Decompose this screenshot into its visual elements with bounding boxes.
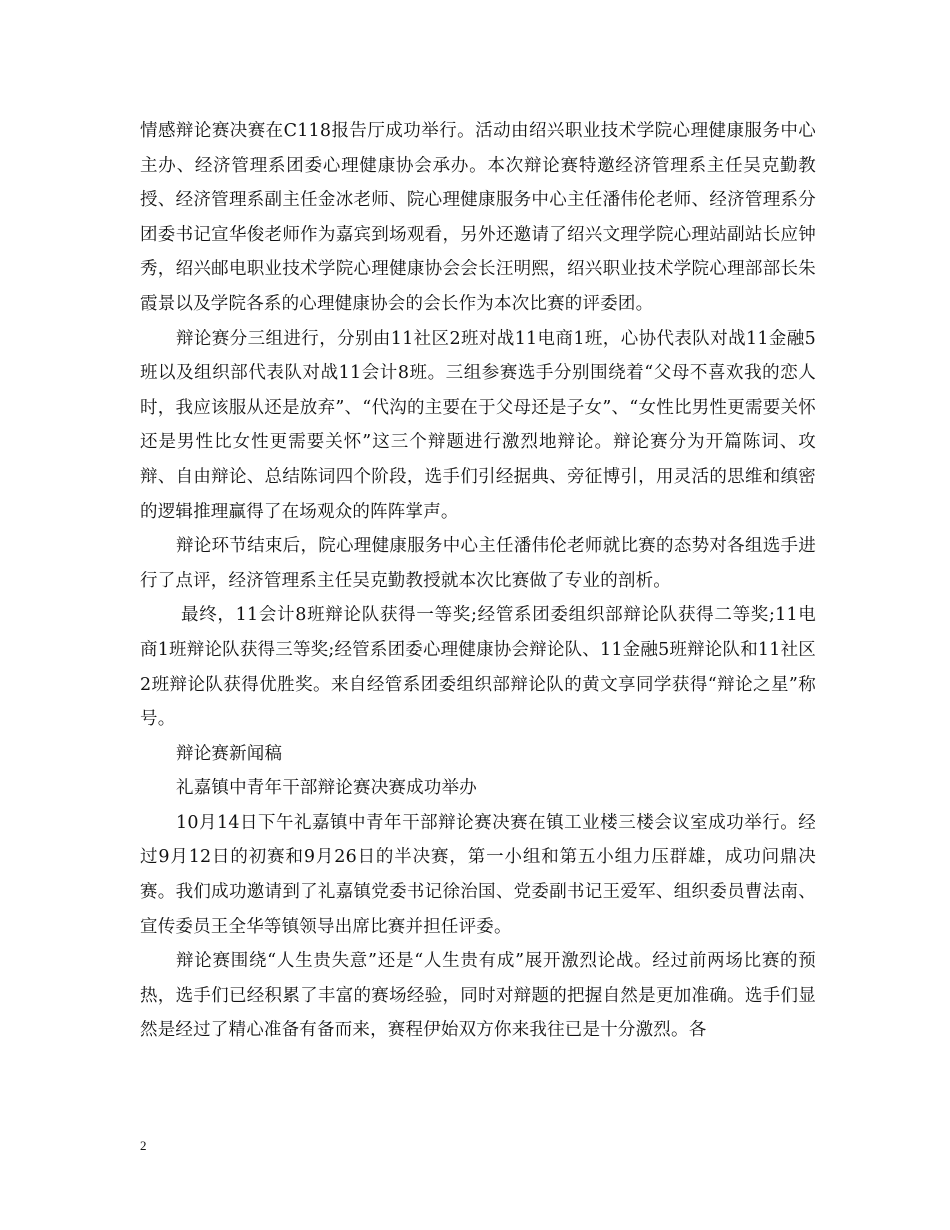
paragraph-4: 最终，11会计8班辩论队获得一等奖;经管系团委组织部辩论队获得二等奖;11电商1班辩论队获得三等奖;经管系团委心理健康协会辩论队、11金融5班辩论队和11社区2班辩论队获得优胜奖。来自经管系团委组织部辩论队的黄文享同学获得“辩论之星”称号。: [140, 605, 816, 730]
paragraph-6: 辩论赛围绕“人生贵失意”还是“人生贵有成”展开激烈论战。经过前两场比赛的预热，选手们已经积累了丰富的赛场经验，同时对辩题的把握自然是更加准确。选手们显然是经过了精心准备有备而来，赛程伊始双方你来我往已是十分激烈。各: [140, 951, 816, 1041]
page-number: 2: [140, 1138, 147, 1153]
document-body: [140, 114, 816, 1048]
paragraph-1: 情感辩论赛决赛在C118报告厅成功举行。活动由绍兴职业技术学院心理健康服务中心主办、经济管理系团委心理健康协会承办。本次辩论赛特邀经济管理系主任吴克勤教授、经济管理系副主任金冰老师、院心理健康服务中心主任潘伟伦老师、经济管理系分团委书记宣华俊老师作为嘉宾到场观看，另外还邀请了绍兴文理学院心理站副站长应钟秀，绍兴邮电职业技术学院心理健康协会会长汪明熙，绍兴职业技术学院心理部部长朱霞景以及学院各系的心理健康协会的会长作为本次比赛的评委团。: [140, 121, 816, 314]
paragraph-2: 辩论赛分三组进行，分别由11社区2班对战11电商1班，心协代表队对战11金融5班以及组织部代表队对战11会计8班。三组参赛选手分别围绕着“父母不喜欢我的恋人时，我应该服从还是放弃”、“代沟的主要在于父母还是子女”、“女性比男性更需要关怀还是男性比女性更需要关怀”这三个辩题进行激烈地辩论。辩论赛分为开篇陈词、攻辩、自由辩论、总结陈词四个阶段，选手们引经据典、旁征博引，用灵活的思维和缜密的逻辑推理赢得了在场观众的阵阵掌声。: [140, 328, 816, 522]
paragraph-5: 10月14日下午礼嘉镇中青年干部辩论赛决赛在镇工业楼三楼会议室成功举行。经过9月12日的初赛和9月26日的半决赛，第一小组和第五小组力压群雄，成功问鼎决赛。我们成功邀请到了礼嘉镇党委书记徐治国、党委副书记王爱军、组织委员曹法南、宣传委员王全华等镇领导出席比赛并担任评委。: [140, 812, 816, 937]
section-heading: 辩论赛新闻稿: [176, 743, 283, 764]
paragraph-3: 辩论环节结束后，院心理健康服务中心主任潘伟伦老师就比赛的态势对各组选手进行了点评，经济管理系主任吴克勤教授就本次比赛做了专业的剖析。: [140, 536, 816, 591]
article-title: 礼嘉镇中青年干部辩论赛决赛成功举办: [176, 778, 477, 799]
